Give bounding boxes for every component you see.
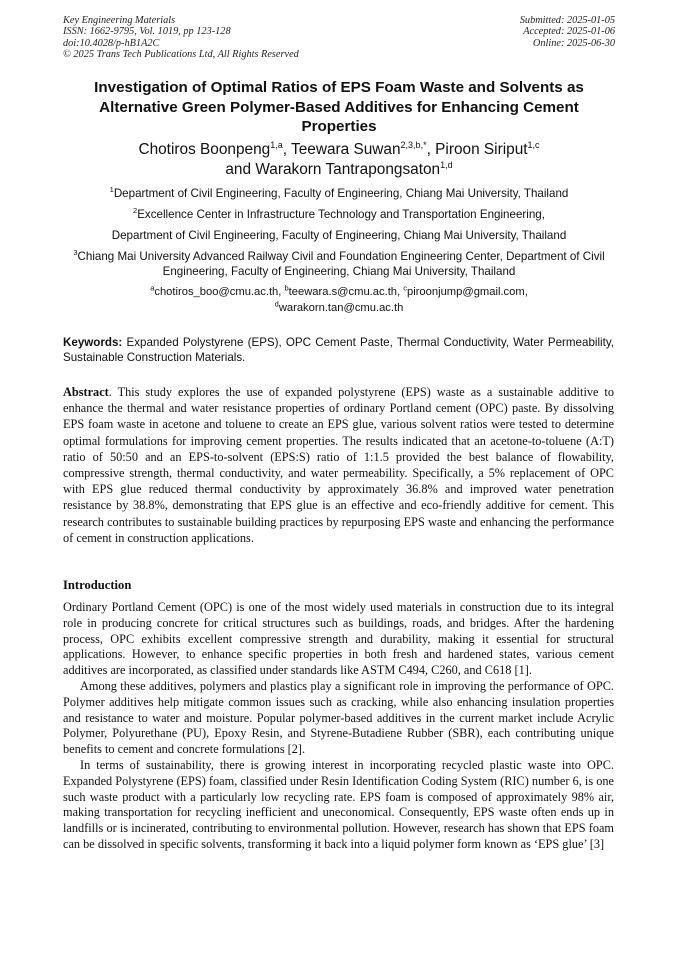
author-name: Teewara Suwan xyxy=(291,141,401,158)
online-date: Online: 2025-06-30 xyxy=(532,37,615,49)
author-affiliation-mark: 2,3,b,* xyxy=(400,139,427,150)
email-link[interactable]: chotiros_boo@cmu.ac.th xyxy=(154,286,279,298)
email-link[interactable]: teewara.s@cmu.ac.th xyxy=(288,286,398,298)
keywords xyxy=(63,335,614,365)
affiliation-3: $^3$Chiang Mai University Advanced Railway Civil and Foundation Engineering Center, Department of Civil Engineering, Faculty of Engineering, Chiang Mai University, Thailand xyxy=(73,248,605,278)
submitted-date: Submitted: 2025-01-05 xyxy=(519,15,615,26)
section-heading-introduction: Introduction xyxy=(63,578,132,592)
paper-title: Investigation of Optimal Ratios of EPS Foam Waste and Solvents as Alternative Green Polymer-Based Additives for Enhancing Cement Properties xyxy=(94,79,584,135)
author-affiliation-mark: 1,a xyxy=(270,139,283,150)
journal-header xyxy=(63,15,299,60)
paragraph: Among these additives, polymers and plastics play a significant role in improving the performance of OPC. Polymer additives help mitigate common issues such as cracking, while also enhancing insulation properties and resistance to water and moisture. Popular polymer-based additives in the current market include Acrylic Polymer, Polyurethane (PU), Epoxy Resin, and Styrene-Butadiene Rubber (SBR), each contributing unique benefits to cement and concrete formulations [2]. xyxy=(63,678,614,757)
author-list: Chotiros Boonpeng$^{1,a}$, Teewara Suwan$^{2,3,b,*}$, Piroon Siriput$^{1,c}$ and Warakorn Tantrapongsaton$^{1,d}$ xyxy=(138,139,540,178)
author-name: Chotiros Boonpeng xyxy=(138,141,271,158)
introduction-body xyxy=(63,600,614,853)
affiliation-2-continued: Department of Civil Engineering, Faculty of Engineering, Chiang Mai University, Thailand xyxy=(111,229,567,242)
accepted-date: Accepted: 2025-01-06 xyxy=(523,26,615,38)
affiliation-1: $^1$Department of Civil Engineering, Faculty of Engineering, Chiang Mai University, Thailand xyxy=(109,185,569,200)
author-name: and Warakorn Tantrapongsaton xyxy=(225,161,441,178)
keywords-label: Keywords: xyxy=(63,336,123,349)
copyright-notice: © 2025 Trans Tech Publications Ltd, All Rights Reserved xyxy=(63,48,299,60)
keywords-text: Expanded Polystyrene (EPS), OPC Cement Paste, Thermal Conductivity, Water Permeability, Sustainable Construction Materials. xyxy=(63,336,614,365)
author-emails: $^a$chotiros_boo@cmu.ac.th, $^b$teewara.s@cmu.ac.th, $^c$piroonjump@gmail.com, $^d$warakorn.tan@cmu.ac.th xyxy=(150,283,528,314)
paragraph: Ordinary Portland Cement (OPC) is one of the most widely used materials in construction due to its integral role in producing concrete for critical structures such as buildings, roads, and bridges. After the hardening process, OPC exhibits excellent compressive strength and durability, making it essential for structural applications. However, to enhance specific properties in both fresh and hardened states, various cement additives are incorporated, as classified under standards like ASTM C494, C260, and C618 [1]. xyxy=(63,600,614,678)
paragraph: In terms of sustainability, there is growing interest in incorporating recycled plastic waste into OPC. Expanded Polystyrene (EPS) foam, classified under Resin Identification Coding System (RIC) number 6, is one such waste product with a particularly low recycling rate. EPS foam is composed of approximately 98% air, making transportation for recycling inefficient and uneconomical. Consequently, EPS waste often ends up in landfills or is incinerated, contributing to environmental pollution. However, research has shown that EPS foam can be dissolved in specific solvents, transforming it back into a liquid polymer form known as ‘EPS glue’ [3] xyxy=(63,757,614,851)
affiliation-2: $^2$Excellence Center in Infrastructure Technology and Transportation Engineering, xyxy=(133,206,545,221)
email-link[interactable]: piroonjump@gmail.com xyxy=(407,286,525,298)
journal-issn: ISSN: 1662-9795, Vol. 1019, pp 123-128 xyxy=(63,26,231,38)
abstract-text: . This study explores the use of expanded polystyrene (EPS) waste as a sustainable additive to enhance the thermal and water resistance properties of ordinary Portland cement (OPC) paste. By dissolving EPS foam waste in acetone and toluene to create an EPS glue, various solvent ratios were tested to determine optimal formulations for improving cement properties. The results indicated that an acetone-to-toluene (A:T) ratio of 50:50 and an EPS-to-solvent (EPS:S) ratio of 1:1.5 provided the best balance of flowability, compressive strength, thermal conductivity, and water permeability. Specifically, a 5% replacement of OPC with EPS glue reduced thermal conductivity by approximately 36.8% and improved water penetration resistance by 38.8%, demonstrating that EPS glue is an effective and eco-friendly additive for cement. This research contributes to sustainable building practices by repurposing EPS waste and enhancing the performance of cement in construction applications. xyxy=(63,385,614,545)
email-link[interactable]: warakorn.tan@cmu.ac.th xyxy=(278,301,404,314)
journal-name: Key Engineering Materials xyxy=(63,15,176,26)
author-affiliation-mark: 1,d xyxy=(440,159,453,170)
author-name: Piroon Siriput xyxy=(435,141,528,158)
author-affiliation-mark: 1,c xyxy=(527,139,540,150)
abstract xyxy=(63,384,614,546)
abstract-label: Abstract xyxy=(63,385,109,399)
dates-header xyxy=(520,15,615,49)
journal-doi: doi:10.4028/p-hB1A2C xyxy=(63,37,160,49)
